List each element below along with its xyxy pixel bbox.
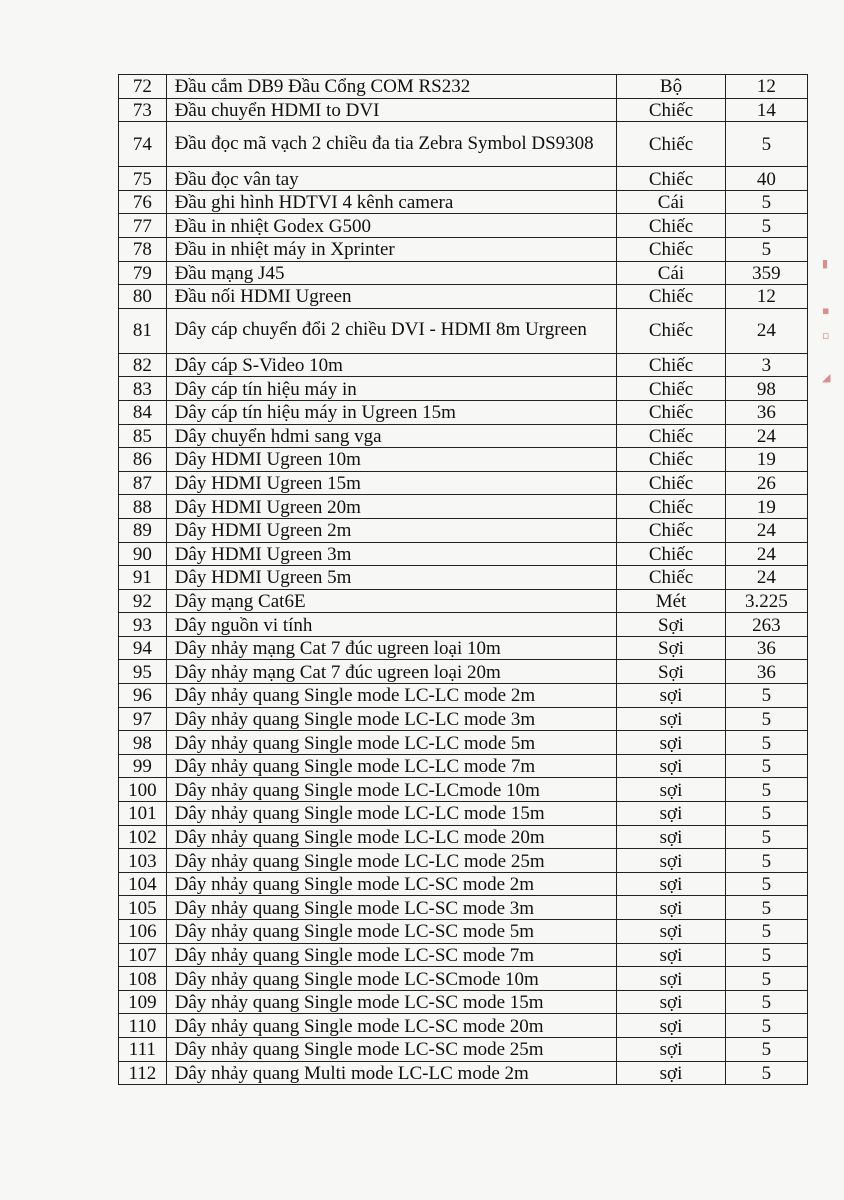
item-unit: Chiếc — [617, 542, 726, 566]
item-unit: Chiếc — [617, 377, 726, 401]
row-number: 95 — [119, 660, 167, 684]
item-quantity: 19 — [725, 448, 807, 472]
item-unit: Chiếc — [617, 471, 726, 495]
row-number: 111 — [119, 1037, 167, 1061]
table-row — [119, 849, 808, 873]
item-unit: Chiếc — [617, 424, 726, 448]
table-row — [119, 98, 808, 122]
row-number: 87 — [119, 471, 167, 495]
table-row — [119, 495, 808, 519]
item-name: Đầu đọc mã vạch 2 chiều đa tia Zebra Symbol DS9308 — [166, 122, 617, 167]
row-number: 80 — [119, 285, 167, 309]
row-number: 72 — [119, 75, 167, 99]
row-number: 108 — [119, 967, 167, 991]
row-number: 96 — [119, 684, 167, 708]
item-unit: sợi — [617, 990, 726, 1014]
item-quantity: 98 — [725, 377, 807, 401]
table-row — [119, 237, 808, 261]
table-row — [119, 636, 808, 660]
table-row — [119, 990, 808, 1014]
item-unit: Chiếc — [617, 518, 726, 542]
item-quantity: 5 — [725, 849, 807, 873]
row-number: 102 — [119, 825, 167, 849]
item-quantity: 36 — [725, 636, 807, 660]
item-quantity: 263 — [725, 613, 807, 637]
item-quantity: 40 — [725, 167, 807, 191]
table-row — [119, 518, 808, 542]
row-number: 110 — [119, 1014, 167, 1038]
item-unit: Chiếc — [617, 400, 726, 424]
item-quantity: 359 — [725, 261, 807, 285]
item-quantity: 5 — [725, 896, 807, 920]
item-unit: sợi — [617, 849, 726, 873]
row-number: 90 — [119, 542, 167, 566]
row-number: 104 — [119, 872, 167, 896]
row-number: 112 — [119, 1061, 167, 1085]
item-unit: Chiếc — [617, 237, 726, 261]
item-unit: sợi — [617, 943, 726, 967]
item-name: Dây mạng Cat6E — [166, 589, 617, 613]
item-quantity: 5 — [725, 990, 807, 1014]
item-name: Dây nhảy quang Single mode LC-LC mode 25m — [166, 849, 617, 873]
item-name: Dây nhảy quang Single mode LC-SCmode 10m — [166, 967, 617, 991]
item-quantity: 3.225 — [725, 589, 807, 613]
item-quantity: 5 — [725, 802, 807, 826]
item-name: Dây nhảy quang Single mode LC-LCmode 10m — [166, 778, 617, 802]
item-quantity: 5 — [725, 214, 807, 238]
item-unit: sợi — [617, 920, 726, 944]
table-row — [119, 825, 808, 849]
row-number: 91 — [119, 566, 167, 590]
item-quantity: 5 — [725, 707, 807, 731]
item-name: Dây nhảy quang Single mode LC-LC mode 7m — [166, 754, 617, 778]
item-name: Dây nhảy quang Single mode LC-LC mode 20m — [166, 825, 617, 849]
table-row — [119, 731, 808, 755]
row-number: 76 — [119, 190, 167, 214]
item-unit: Chiếc — [617, 285, 726, 309]
row-number: 109 — [119, 990, 167, 1014]
row-number: 107 — [119, 943, 167, 967]
item-quantity: 5 — [725, 920, 807, 944]
row-number: 98 — [119, 731, 167, 755]
table-row — [119, 778, 808, 802]
item-unit: sợi — [617, 754, 726, 778]
item-quantity: 36 — [725, 660, 807, 684]
seal-fragment-mark: ▮ — [822, 257, 829, 270]
item-name: Dây chuyển hdmi sang vga — [166, 424, 617, 448]
item-quantity: 5 — [725, 1037, 807, 1061]
table-row — [119, 214, 808, 238]
table-row — [119, 308, 808, 353]
item-unit: Chiếc — [617, 122, 726, 167]
item-name: Dây HDMI Ugreen 15m — [166, 471, 617, 495]
item-quantity: 5 — [725, 1061, 807, 1085]
item-quantity: 5 — [725, 122, 807, 167]
table-row — [119, 872, 808, 896]
row-number: 99 — [119, 754, 167, 778]
item-quantity: 14 — [725, 98, 807, 122]
item-unit: Chiếc — [617, 495, 726, 519]
table-row — [119, 75, 808, 99]
item-quantity: 5 — [725, 1014, 807, 1038]
item-quantity: 19 — [725, 495, 807, 519]
item-unit: sợi — [617, 1014, 726, 1038]
item-name: Dây nhảy quang Single mode LC-LC mode 2m — [166, 684, 617, 708]
item-name: Dây HDMI Ugreen 5m — [166, 566, 617, 590]
row-number: 88 — [119, 495, 167, 519]
table-row — [119, 542, 808, 566]
item-quantity: 5 — [725, 754, 807, 778]
row-number: 81 — [119, 308, 167, 353]
item-unit: sợi — [617, 731, 726, 755]
item-quantity: 5 — [725, 237, 807, 261]
item-quantity: 5 — [725, 825, 807, 849]
item-unit: Chiếc — [617, 566, 726, 590]
item-quantity: 5 — [725, 943, 807, 967]
row-number: 77 — [119, 214, 167, 238]
table-row — [119, 261, 808, 285]
table-row — [119, 707, 808, 731]
item-unit: Sợi — [617, 613, 726, 637]
table-row — [119, 122, 808, 167]
item-unit: sợi — [617, 707, 726, 731]
row-number: 86 — [119, 448, 167, 472]
item-name: Dây cáp tín hiệu máy in — [166, 377, 617, 401]
row-number: 100 — [119, 778, 167, 802]
item-name: Dây HDMI Ugreen 10m — [166, 448, 617, 472]
table-row — [119, 377, 808, 401]
table-row — [119, 660, 808, 684]
row-number: 78 — [119, 237, 167, 261]
table-row — [119, 613, 808, 637]
table-row — [119, 285, 808, 309]
row-number: 92 — [119, 589, 167, 613]
item-quantity: 24 — [725, 518, 807, 542]
item-quantity: 5 — [725, 684, 807, 708]
table-row — [119, 424, 808, 448]
item-unit: Sợi — [617, 636, 726, 660]
item-unit: sợi — [617, 872, 726, 896]
item-unit: sợi — [617, 967, 726, 991]
table-row — [119, 353, 808, 377]
item-quantity: 12 — [725, 285, 807, 309]
table-row — [119, 1037, 808, 1061]
item-name: Đầu ghi hình HDTVI 4 kênh camera — [166, 190, 617, 214]
table-row — [119, 566, 808, 590]
table-row — [119, 1061, 808, 1085]
row-number: 89 — [119, 518, 167, 542]
item-name: Dây nhảy quang Single mode LC-SC mode 25m — [166, 1037, 617, 1061]
row-number: 82 — [119, 353, 167, 377]
item-unit: Chiếc — [617, 308, 726, 353]
seal-fragment-mark: ▪ — [822, 304, 830, 317]
item-name: Đầu mạng J45 — [166, 261, 617, 285]
table-row — [119, 471, 808, 495]
item-unit: Mét — [617, 589, 726, 613]
table-row — [119, 754, 808, 778]
item-unit: Chiếc — [617, 353, 726, 377]
row-number: 85 — [119, 424, 167, 448]
item-name: Dây nhảy mạng Cat 7 đúc ugreen loại 20m — [166, 660, 617, 684]
item-name: Dây nguồn vi tính — [166, 613, 617, 637]
row-number: 106 — [119, 920, 167, 944]
item-quantity: 24 — [725, 424, 807, 448]
table-row — [119, 967, 808, 991]
item-name: Dây cáp tín hiệu máy in Ugreen 15m — [166, 400, 617, 424]
item-unit: sợi — [617, 896, 726, 920]
seal-fragment-mark: ▫ — [822, 329, 830, 342]
item-quantity: 24 — [725, 566, 807, 590]
item-unit: sợi — [617, 825, 726, 849]
item-name: Đầu in nhiệt Godex G500 — [166, 214, 617, 238]
item-unit: sợi — [617, 778, 726, 802]
item-unit: sợi — [617, 684, 726, 708]
row-number: 79 — [119, 261, 167, 285]
item-unit: Cái — [617, 190, 726, 214]
item-unit: Sợi — [617, 660, 726, 684]
item-name: Dây nhảy quang Single mode LC-SC mode 5m — [166, 920, 617, 944]
item-quantity: 3 — [725, 353, 807, 377]
item-unit: Chiếc — [617, 214, 726, 238]
row-number: 73 — [119, 98, 167, 122]
item-unit: sợi — [617, 1037, 726, 1061]
item-quantity: 5 — [725, 190, 807, 214]
item-quantity: 5 — [725, 872, 807, 896]
table-row — [119, 943, 808, 967]
item-unit: Chiếc — [617, 167, 726, 191]
item-name: Dây nhảy quang Single mode LC-LC mode 15m — [166, 802, 617, 826]
item-unit: Cái — [617, 261, 726, 285]
table-row — [119, 1014, 808, 1038]
table-row — [119, 400, 808, 424]
equipment-table-body — [119, 75, 808, 1085]
item-quantity: 12 — [725, 75, 807, 99]
item-unit: sợi — [617, 802, 726, 826]
item-quantity: 5 — [725, 731, 807, 755]
item-name: Dây nhảy quang Single mode LC-SC mode 20m — [166, 1014, 617, 1038]
table-row — [119, 167, 808, 191]
row-number: 93 — [119, 613, 167, 637]
item-name: Dây nhảy quang Multi mode LC-LC mode 2m — [166, 1061, 617, 1085]
row-number: 97 — [119, 707, 167, 731]
item-name: Đầu in nhiệt máy in Xprinter — [166, 237, 617, 261]
row-number: 84 — [119, 400, 167, 424]
table-row — [119, 920, 808, 944]
item-name: Dây nhảy quang Single mode LC-LC mode 5m — [166, 731, 617, 755]
row-number: 101 — [119, 802, 167, 826]
item-quantity: 5 — [725, 967, 807, 991]
item-unit: Bộ — [617, 75, 726, 99]
item-quantity: 26 — [725, 471, 807, 495]
row-number: 83 — [119, 377, 167, 401]
item-unit: Chiếc — [617, 448, 726, 472]
item-name: Đầu cắm DB9 Đầu Cổng COM RS232 — [166, 75, 617, 99]
item-name: Dây HDMI Ugreen 3m — [166, 542, 617, 566]
row-number: 94 — [119, 636, 167, 660]
table-row — [119, 896, 808, 920]
item-name: Dây HDMI Ugreen 20m — [166, 495, 617, 519]
row-number: 74 — [119, 122, 167, 167]
item-unit: Chiếc — [617, 98, 726, 122]
item-name: Dây cáp S-Video 10m — [166, 353, 617, 377]
item-name: Đầu nối HDMI Ugreen — [166, 285, 617, 309]
table-row — [119, 589, 808, 613]
item-name: Dây nhảy quang Single mode LC-LC mode 3m — [166, 707, 617, 731]
item-quantity: 24 — [725, 308, 807, 353]
item-name: Dây nhảy mạng Cat 7 đúc ugreen loại 10m — [166, 636, 617, 660]
item-quantity: 36 — [725, 400, 807, 424]
table-row — [119, 684, 808, 708]
item-name: Dây cáp chuyển đổi 2 chiều DVI - HDMI 8m Urgreen — [166, 308, 617, 353]
table-row — [119, 448, 808, 472]
row-number: 75 — [119, 167, 167, 191]
table-row — [119, 190, 808, 214]
item-name: Đầu chuyển HDMI to DVI — [166, 98, 617, 122]
seal-fragment-mark: ◢ — [822, 371, 831, 384]
item-quantity: 5 — [725, 778, 807, 802]
item-name: Dây nhảy quang Single mode LC-SC mode 15m — [166, 990, 617, 1014]
item-name: Dây nhảy quang Single mode LC-SC mode 7m — [166, 943, 617, 967]
item-unit: sợi — [617, 1061, 726, 1085]
equipment-table — [118, 74, 808, 1085]
item-name: Dây HDMI Ugreen 2m — [166, 518, 617, 542]
item-name: Dây nhảy quang Single mode LC-SC mode 2m — [166, 872, 617, 896]
item-name: Đầu đọc vân tay — [166, 167, 617, 191]
row-number: 103 — [119, 849, 167, 873]
item-quantity: 24 — [725, 542, 807, 566]
item-name: Dây nhảy quang Single mode LC-SC mode 3m — [166, 896, 617, 920]
table-row — [119, 802, 808, 826]
row-number: 105 — [119, 896, 167, 920]
